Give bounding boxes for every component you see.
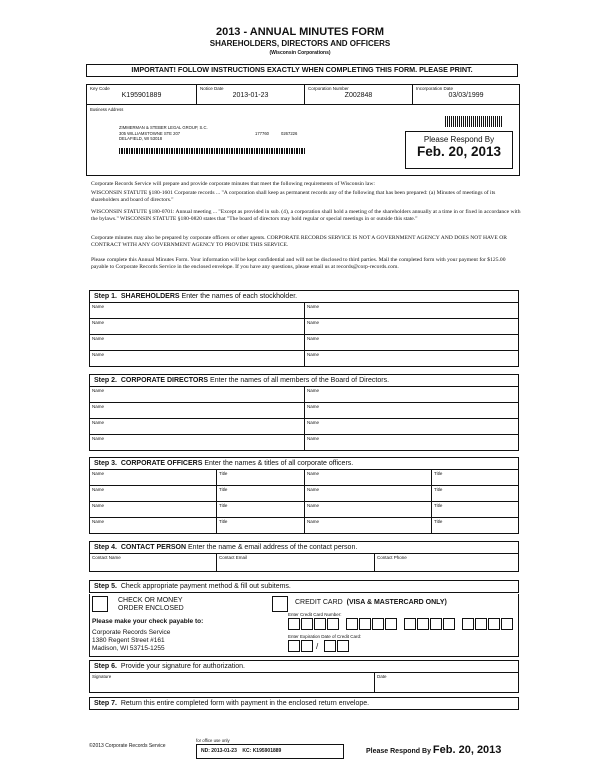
signature-field[interactable]: Signature	[90, 673, 375, 692]
officer-title-field[interactable]: Title	[434, 519, 443, 524]
contact-grid	[89, 554, 519, 572]
officers-grid	[89, 470, 519, 534]
statute-0701-paragraph: WISCONSIN STATUTE §180-0701: Annual meeting ... "Except as provided in sub. (4), a corporation shall hold a meeting of the shareholders annually at a time in or fixed in accordance with the bylaws." WISCONSIN STATUTE §180-0820 states that "The board of directors may hold regular or special meetings in or outside this state."	[91, 209, 521, 222]
form-jurisdiction: (Wisconsin Corporations)	[269, 50, 331, 56]
director-name-field[interactable]: Name	[90, 387, 305, 402]
shareholder-name-field[interactable]: Name	[307, 336, 320, 341]
officer-title-field[interactable]: Title	[217, 486, 305, 501]
officer-name-field[interactable]: Name	[90, 486, 217, 501]
payment-section	[89, 594, 519, 657]
step-4-header: Step 4. CONTACT PERSON Enter the name & email address of the contact person.	[89, 541, 519, 554]
barcode-icon	[445, 116, 503, 127]
key-code-value: K195901889	[121, 92, 162, 99]
credit-card-label: CREDIT CARD (VISA & MASTERCARD ONLY)	[295, 599, 447, 606]
director-name-field[interactable]: Name	[307, 420, 320, 425]
postal-barcode	[119, 148, 305, 154]
officer-name-field[interactable]: Name	[305, 486, 432, 501]
disclaimer-paragraph: Corporate minutes may also be prepared by corporate officers or other agents. CORPORATE RECORDS SERVICE IS NOT A GOVERNMENT AGENCY AND DOES NOT HAVE OR CONTRACT WITH ANY GOVERNMENT AGENCY TO PROVIDE THIS SERVICE.	[91, 235, 507, 248]
respond-by-label: Please Respond By	[423, 135, 495, 144]
statute-1601-paragraph: WISCONSIN STATUTE §180-1601 Corporate records ... "A corporation shall keep as permanent records any of the following that has been prepared: (a) Minutes of meetings of its shareholders and board of directors."	[91, 190, 496, 203]
step-6-header: Step 6. Provide your signature for authorization.	[89, 660, 519, 673]
form-title: 2013 - ANNUAL MINUTES FORM	[215, 26, 385, 38]
shareholders-grid	[89, 303, 519, 367]
contact-phone-field[interactable]: Contact Phone	[377, 555, 407, 560]
check-money-order-checkbox[interactable]	[92, 596, 108, 612]
respond-by-date: Feb. 20, 2013	[416, 144, 502, 159]
key-code-label: Key Code	[90, 86, 110, 91]
card-number-input[interactable]	[288, 618, 508, 632]
address-line-2: 305 WILLIAMSTOWNE STE 207 177760 0267226	[119, 130, 298, 136]
shareholder-name-field[interactable]: Name	[307, 352, 320, 357]
office-use-box	[196, 744, 344, 759]
payee-address: Corporate Records Service 1380 Regent Street #161 Madison, WI 53715-1255	[92, 629, 171, 652]
intro-paragraph: Corporate Records Service will prepare and provide corporate minutes that meet the following requirements of Wisconsin law:	[91, 181, 375, 187]
corp-number-value: Z002848	[344, 92, 373, 99]
step-2-header: Step 2. CORPORATE DIRECTORS Enter the names of all members of the Board of Directors.	[89, 374, 519, 387]
shareholder-name-field[interactable]: Name	[90, 303, 305, 318]
form-subtitle: SHAREHOLDERS, DIRECTORS AND OFFICERS	[209, 39, 391, 48]
shareholder-name-field[interactable]: Name	[307, 304, 320, 309]
officer-name-field[interactable]: Name	[305, 502, 432, 517]
officer-title-field[interactable]: Title	[217, 518, 305, 533]
signature-grid	[89, 673, 519, 693]
respond-by-box	[405, 131, 513, 169]
instructions-paragraph: Please complete this Annual Minutes Form. Your information will be kept confidential and will not be disclosed to third parties. Mail the completed form with your payment for $125.00 payable to Corporate Records Service in the enclosed envelope. If you have any questions, please email us at records@corp-records.com.	[91, 257, 506, 270]
copyright: ©2013 Corporate Records Service	[89, 743, 166, 749]
officer-title-field[interactable]: Title	[434, 503, 443, 508]
incorp-date-value: 03/03/1999	[448, 92, 484, 99]
contact-name-field[interactable]: Contact Name	[90, 554, 217, 571]
notice-date-label: Notice Date	[200, 86, 224, 91]
check-money-order-label: CHECK OR MONEY ORDER ENCLOSED	[118, 597, 184, 612]
footer-respond-by: Please Respond By Feb. 20, 2013	[366, 744, 502, 756]
card-number-label: Enter Credit Card Number:	[288, 612, 342, 617]
shareholder-name-field[interactable]: Name	[307, 320, 320, 325]
expiration-input[interactable]: /	[288, 640, 348, 654]
director-name-field[interactable]: Name	[307, 388, 320, 393]
credit-card-checkbox[interactable]	[272, 596, 288, 612]
officer-title-field[interactable]: Title	[217, 470, 305, 485]
incorp-date-label: Incorporation Date	[416, 86, 454, 91]
shareholder-name-field[interactable]: Name	[90, 351, 305, 366]
officer-title-field[interactable]: Title	[434, 487, 443, 492]
office-nd: ND: 2013-01-23	[201, 748, 237, 754]
director-name-field[interactable]: Name	[307, 436, 320, 441]
officer-name-field[interactable]: Name	[305, 470, 432, 485]
officer-name-field[interactable]: Name	[90, 518, 217, 533]
notice-date-value: 2013-01-23	[232, 92, 269, 99]
key-code-cell	[87, 85, 197, 105]
corp-number-cell	[305, 85, 413, 105]
mailing-address	[119, 125, 298, 142]
step-3-header: Step 3. CORPORATE OFFICERS Enter the names & titles of all corporate officers.	[89, 457, 519, 470]
step-1-header: Step 1. SHAREHOLDERS Enter the names of each stockholder.	[89, 290, 519, 303]
officer-title-field[interactable]: Title	[434, 471, 443, 476]
expiration-label: Enter Expiration Date of Credit Card:	[288, 634, 362, 639]
officer-name-field[interactable]: Name	[305, 518, 432, 533]
corp-number-label: Corporation Number	[308, 86, 349, 91]
directors-grid	[89, 387, 519, 451]
office-use-label: for office use only	[196, 738, 230, 743]
director-name-field[interactable]: Name	[90, 435, 305, 450]
notice-date-cell	[197, 85, 305, 105]
officer-name-field[interactable]: Name	[90, 470, 217, 485]
director-name-field[interactable]: Name	[307, 404, 320, 409]
officer-name-field[interactable]: Name	[90, 502, 217, 517]
director-name-field[interactable]: Name	[90, 403, 305, 418]
payable-to-label: Please make your check payable to:	[92, 618, 204, 625]
step-7-header: Step 7. Return this entire completed form with payment in the enclosed return envelope.	[89, 697, 519, 710]
shareholder-name-field[interactable]: Name	[90, 319, 305, 334]
address-line-3: DELAFIELD, WI 53018	[119, 136, 163, 141]
corporation-info-box	[86, 84, 520, 176]
contact-email-field[interactable]: Contact Email	[217, 554, 375, 571]
business-address-label: Business Address	[90, 107, 124, 112]
important-notice: IMPORTANT! FOLLOW INSTRUCTIONS EXACTLY WHEN COMPLETING THIS FORM. PLEASE PRINT.	[86, 64, 518, 77]
officer-title-field[interactable]: Title	[217, 502, 305, 517]
signature-date-field[interactable]: Date	[377, 674, 387, 679]
address-line-1: ZIMMERMAN & STEBER LEGAL GROUP, S.C.	[119, 125, 208, 130]
office-kc: KC: K195901889	[242, 748, 282, 754]
shareholder-name-field[interactable]: Name	[90, 335, 305, 350]
step-5-header: Step 5. Check appropriate payment method & fill out subitems.	[89, 580, 519, 593]
incorp-date-cell	[413, 85, 519, 105]
director-name-field[interactable]: Name	[90, 419, 305, 434]
